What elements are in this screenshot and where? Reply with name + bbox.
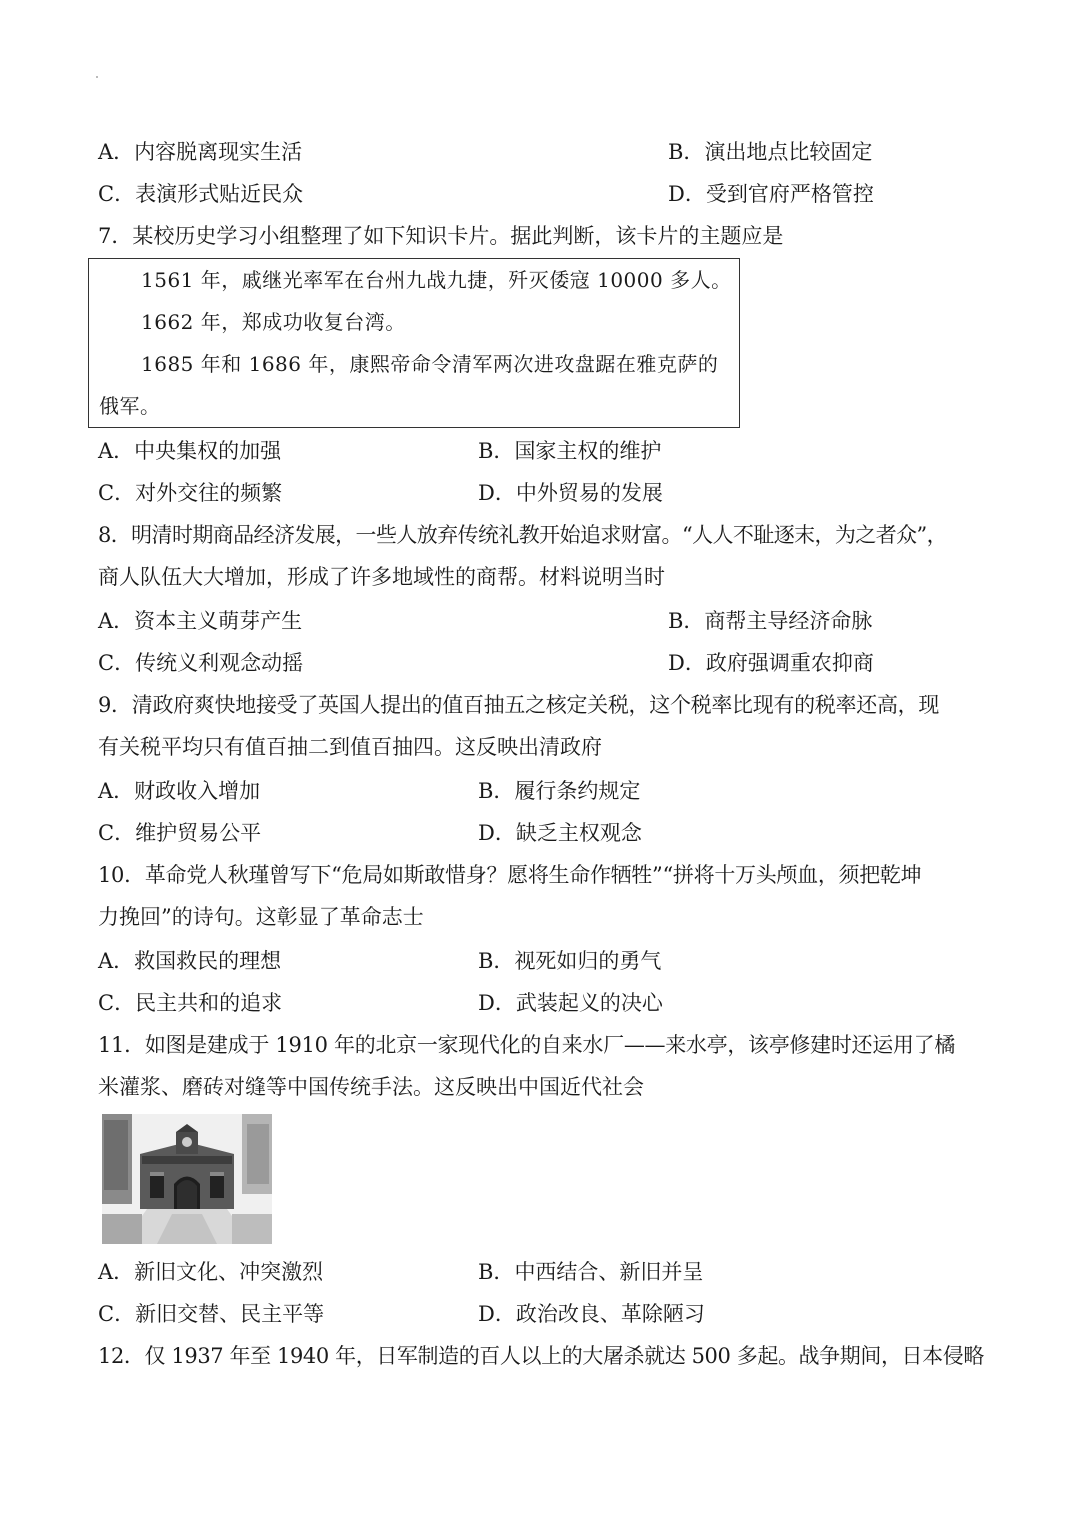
q9-option-a: A．财政收入增加 [98, 779, 261, 803]
card-line-4: 俄军。 [99, 394, 161, 418]
q8-option-c: C．传统义利观念动摇 [98, 651, 304, 675]
q9-stem-line-2: 有关税平均只有值百抽二到值百抽四。这反映出清政府 [98, 735, 602, 759]
card-line-1: 1561 年，戚继光率军在台州九战九捷，歼灭倭寇 10000 多人。 [141, 268, 732, 292]
q6-option-c: C．表演形式贴近民众 [98, 182, 304, 206]
q8-stem-line-1: 8．明清时期商品经济发展，一些人放弃传统礼教开始追求财富。“人人不耻逐末，为之者众”， [98, 523, 948, 547]
q7-option-b: B．国家主权的维护 [478, 439, 662, 463]
laishui-pavilion-image [102, 1114, 272, 1244]
q8-option-d: D．政府强调重农抑商 [668, 651, 874, 675]
card-line-3: 1685 年和 1686 年，康熙帝命令清军两次进攻盘踞在雅克萨的 [141, 352, 719, 376]
q11-option-b: B．中西结合、新旧并呈 [478, 1260, 704, 1284]
q9-option-c: C．维护贸易公平 [98, 821, 262, 845]
q11-option-c: C．新旧交替、民主平等 [98, 1302, 325, 1326]
q9-stem-line-1: 9．清政府爽快地接受了英国人提出的值百抽五之核定关税，这个税率比现有的税率还高，现 [98, 693, 940, 717]
q12-stem-line-1: 12．仅 1937 年至 1940 年，日军制造的百人以上的大屠杀就达 500 多起。战争期间，日本侵略 [98, 1344, 984, 1368]
q7-option-c: C．对外交往的频繁 [98, 481, 283, 505]
q10-stem-line-1: 10．革命党人秋瑾曾写下“危局如斯敢惜身？愿将生命作牺牲”“拼将十万头颅血，须把乾坤 [98, 863, 922, 887]
q11-stem-line-2: 米灌浆、磨砖对缝等中国传统手法。这反映出中国近代社会 [98, 1075, 644, 1099]
q10-option-d: D．武装起义的决心 [478, 991, 663, 1015]
q10-option-a: A．救国救民的理想 [98, 949, 282, 973]
q8-option-a: A．资本主义萌芽产生 [98, 609, 303, 633]
q9-option-b: B．履行条约规定 [478, 779, 641, 803]
q7-option-a: A．中央集权的加强 [98, 439, 282, 463]
card-line-2: 1662 年，郑成功收复台湾。 [141, 310, 406, 334]
knowledge-card [88, 258, 740, 428]
q11-option-a: A．新旧文化、冲突激烈 [98, 1260, 324, 1284]
q9-option-d: D．缺乏主权观念 [478, 821, 642, 845]
q8-option-b: B．商帮主导经济命脉 [668, 609, 873, 633]
scan-speck [96, 76, 98, 78]
q6-option-b: B．演出地点比较固定 [668, 140, 873, 164]
q7-stem: 7．某校历史学习小组整理了如下知识卡片。据此判断，该卡片的主题应是 [98, 224, 784, 248]
q10-option-c: C．民主共和的追求 [98, 991, 283, 1015]
q6-option-a: A．内容脱离现实生活 [98, 140, 303, 164]
q7-option-d: D．中外贸易的发展 [478, 481, 663, 505]
q6-option-d: D．受到官府严格管控 [668, 182, 874, 206]
laishui-pavilion-photo [102, 1114, 272, 1244]
q8-stem-line-2: 商人队伍大大增加，形成了许多地域性的商帮。材料说明当时 [98, 565, 665, 589]
q11-stem-line-1: 11．如图是建成于 1910 年的北京一家现代化的自来水厂——来水亭，该亭修建时还运用了橘 [98, 1033, 956, 1057]
q10-stem-line-2: 力挽回”的诗句。这彰显了革命志士 [98, 905, 424, 929]
q11-option-d: D．政治改良、革除陋习 [478, 1302, 705, 1326]
q10-option-b: B．视死如归的勇气 [478, 949, 662, 973]
